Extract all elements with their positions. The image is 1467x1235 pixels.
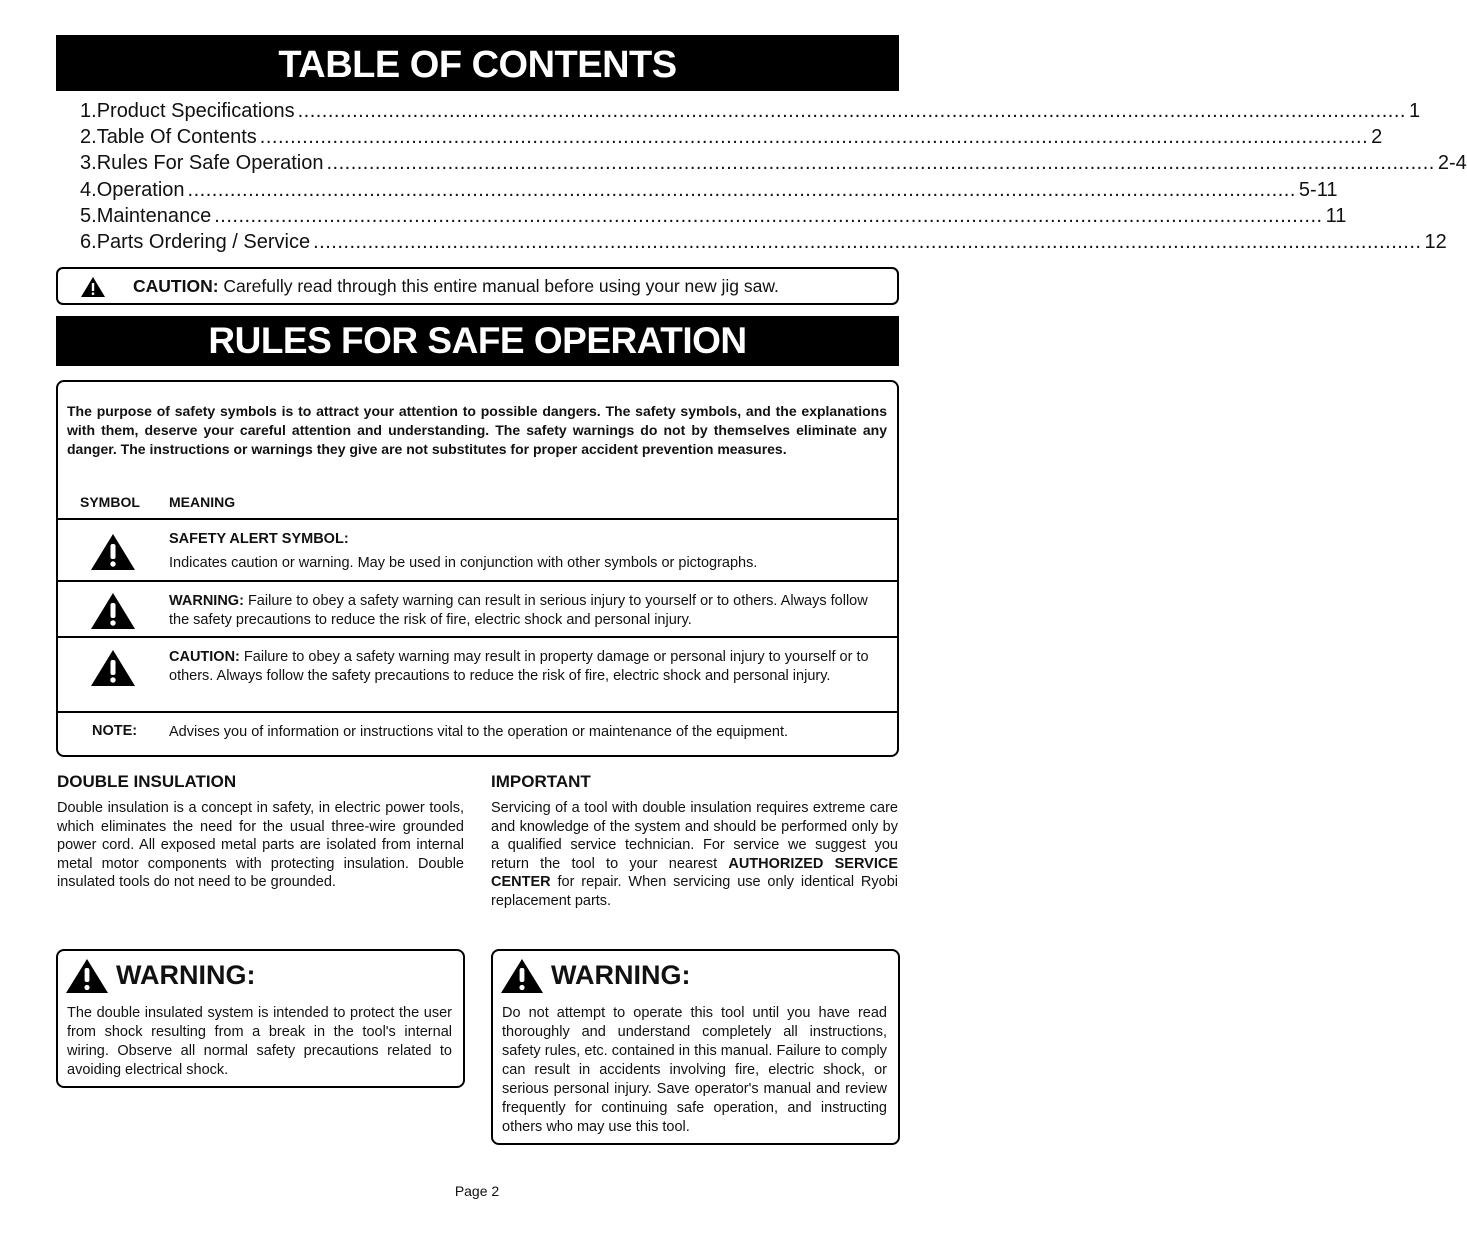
warning-label: WARNING: xyxy=(169,593,244,609)
toc-leader-dots: ....................................................................................................................................................................................... xyxy=(313,231,1422,254)
page-number: Page 2 xyxy=(454,1183,500,1199)
toc-item-number: 3. xyxy=(80,152,97,175)
divider xyxy=(58,711,897,713)
toc-item-title: Parts Ordering / Service xyxy=(96,231,311,254)
divider xyxy=(58,636,897,638)
alert-title: SAFETY ALERT SYMBOL: xyxy=(169,531,349,547)
toc-list xyxy=(80,98,1467,256)
toc-item-page: 1 xyxy=(1408,99,1421,122)
toc-leader-dots: ....................................................................................................................................................................................... xyxy=(326,152,1435,175)
toc-item-page: 12 xyxy=(1424,231,1447,254)
toc-item xyxy=(80,229,1447,255)
warning-triangle-icon xyxy=(80,276,106,303)
divider xyxy=(58,580,897,582)
toc-leader-dots: ....................................................................................................................................................................................... xyxy=(187,178,1296,201)
warning-box-double-insulation xyxy=(56,949,465,1088)
toc-item-number: 4. xyxy=(80,178,97,201)
important-text xyxy=(491,799,898,910)
toc-item xyxy=(80,177,1338,203)
warning-meaning xyxy=(169,592,881,630)
warning-triangle-icon xyxy=(90,533,136,576)
toc-item-title: Rules For Safe Operation xyxy=(96,152,324,175)
toc-item-number: 5. xyxy=(80,204,97,227)
safety-symbols-table xyxy=(56,380,899,757)
warning-title: WARNING: xyxy=(551,960,691,990)
safety-intro: The purpose of safety symbols is to attract your attention to possible dangers. The safety symbols, and the explanations with them, deserve your careful attention and understanding. The safety warnings do not by themselves eliminate any danger. The instructions or warnings they give are not substitutes for proper accident prevention measures. xyxy=(67,403,887,457)
toc-item xyxy=(80,124,1383,150)
symbol-column-header: SYMBOL xyxy=(80,494,140,510)
toc-item xyxy=(80,98,1421,124)
toc-title: TABLE OF CONTENTS xyxy=(56,35,899,91)
caution-meaning xyxy=(169,648,881,686)
caution-label: CAUTION: xyxy=(169,649,240,665)
warning-triangle-icon xyxy=(90,649,136,692)
toc-item-title: Product Specifications xyxy=(96,99,295,122)
authorized-service-center: AUTHORIZED SERVICE CENTER xyxy=(491,855,898,890)
toc-item-title: Table Of Contents xyxy=(96,125,257,148)
caution-notice xyxy=(56,267,899,305)
warning-description: Failure to obey a safety warning can result in serious injury to yourself or to others. Always follow the safety precautions to reduce the risk of fire, electric shock and personal injury. xyxy=(169,593,868,628)
alert-description: Indicates caution or warning. May be used in conjunction with other symbols or pictographs. xyxy=(169,555,758,571)
divider xyxy=(58,518,897,520)
toc-item-page: 5-11 xyxy=(1298,178,1338,201)
toc-item-page: 2 xyxy=(1371,125,1383,148)
toc-item xyxy=(80,151,1467,177)
caution-message: Carefully read through this entire manual before using your new jig saw. xyxy=(223,276,779,296)
important-heading: IMPORTANT xyxy=(491,772,591,791)
warning-box-operation xyxy=(491,949,900,1145)
caution-description: Failure to obey a safety warning may result in property damage or personal injury to yourself or to others. Always follow the safety precautions to reduce the risk of fire, electric shock and personal injury. xyxy=(169,649,869,684)
alert-meaning xyxy=(169,530,881,573)
toc-item-number: 1. xyxy=(80,99,97,122)
double-insulation-text: Double insulation is a concept in safety, in electric power tools, which eliminates the need for the usual three-wire grounded power cord. All exposed metal parts are isolated from internal metal motor components with protecting insulation. Double insulated tools do not need to be grounded. xyxy=(57,800,464,890)
toc-leader-dots: ....................................................................................................................................................................................... xyxy=(214,204,1323,227)
caution-label: CAUTION: xyxy=(133,276,219,296)
toc-item-title: Operation xyxy=(96,178,185,201)
warning-triangle-icon xyxy=(500,958,544,999)
toc-item-number: 2. xyxy=(80,125,97,148)
important-text-part: Servicing of a tool with double insulation requires extreme care and knowledge of the system and should be performed only by a qualified service technician. For service we suggest you return the tool to your nearest xyxy=(491,800,898,872)
warning-title: WARNING: xyxy=(116,960,256,990)
warning-text: The double insulated system is intended to protect the user from shock resulting from a break in the tool's internal wiring. Observe all normal safety precautions related to avoiding electrical shock. xyxy=(67,1005,452,1078)
toc-leader-dots: ....................................................................................................................................................................................... xyxy=(297,99,1406,122)
toc-item-number: 6. xyxy=(80,231,97,254)
toc-item-page: 2-4 xyxy=(1437,152,1467,175)
toc-item-title: Maintenance xyxy=(96,204,212,227)
warning-triangle-icon xyxy=(65,958,109,999)
warning-triangle-icon xyxy=(90,592,136,635)
warning-text: Do not attempt to operate this tool until you have read thoroughly and understand completely all instructions, safety rules, etc. contained in this manual. Failure to comply can result in accidents involving fire, electric shock, or serious personal injury. Save operator's manual and review frequently for continuing safe operation, and instructing others who may use this tool. xyxy=(502,1005,887,1135)
meaning-column-header: MEANING xyxy=(169,494,236,510)
important-text-part: for repair. When servicing use only identical Ryobi replacement parts. xyxy=(491,874,898,909)
double-insulation-heading: DOUBLE INSULATION xyxy=(57,772,237,791)
toc-item-page: 11 xyxy=(1325,204,1347,227)
toc-leader-dots: ....................................................................................................................................................................................... xyxy=(259,125,1369,148)
toc-item xyxy=(80,203,1347,229)
note-label: NOTE: xyxy=(92,723,138,739)
rules-title: RULES FOR SAFE OPERATION xyxy=(56,316,899,366)
note-meaning: Advises you of information or instructions vital to the operation or maintenance of the equipment. xyxy=(169,724,789,740)
caution-text xyxy=(133,276,779,297)
